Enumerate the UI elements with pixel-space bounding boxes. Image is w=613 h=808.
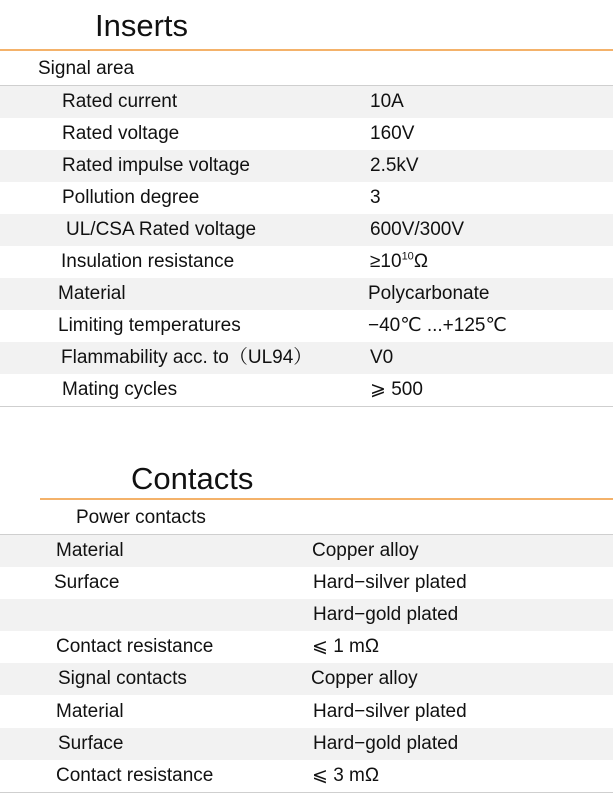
spec-value: V0 bbox=[370, 347, 394, 368]
contact-value: ⩽ 3 mΩ bbox=[312, 765, 380, 786]
contact-label: Contact resistance bbox=[56, 636, 214, 657]
contact-label: Signal contacts bbox=[58, 668, 187, 689]
spec-row bbox=[0, 278, 613, 310]
spec-label: Limiting temperatures bbox=[58, 315, 241, 336]
spec-row bbox=[0, 214, 613, 246]
power-contacts-label: Power contacts bbox=[76, 507, 206, 528]
contact-row bbox=[0, 663, 613, 695]
contact-value: Copper alloy bbox=[311, 668, 418, 689]
contact-label: Contact resistance bbox=[56, 765, 214, 786]
spec-value: Polycarbonate bbox=[368, 283, 490, 304]
spec-row bbox=[0, 246, 613, 278]
contact-row bbox=[0, 631, 613, 663]
contact-label: Surface bbox=[54, 572, 120, 593]
spec-row bbox=[0, 118, 613, 150]
spec-label: Insulation resistance bbox=[61, 251, 235, 272]
spec-label: Mating cycles bbox=[62, 379, 178, 400]
spec-label: Rated impulse voltage bbox=[62, 155, 250, 176]
inserts-title: Inserts bbox=[95, 8, 189, 43]
spec-value: 600V/300V bbox=[370, 219, 465, 240]
contact-row bbox=[0, 760, 613, 792]
spec-label: Rated current bbox=[62, 91, 178, 112]
spec-row bbox=[0, 182, 613, 214]
contact-row bbox=[0, 696, 613, 728]
spec-label: UL/CSA Rated voltage bbox=[66, 219, 257, 240]
contact-value: Hard−silver plated bbox=[313, 572, 467, 593]
spec-label: Rated voltage bbox=[62, 123, 180, 144]
spec-label: Flammability acc. to（UL94） bbox=[61, 347, 313, 368]
contact-row bbox=[0, 567, 613, 599]
contact-row bbox=[0, 535, 613, 567]
contact-value: Hard−silver plated bbox=[313, 701, 467, 722]
spec-value: −40℃ ...+125℃ bbox=[368, 315, 507, 336]
spec-value: 3 bbox=[370, 187, 381, 208]
contact-value: Hard−gold plated bbox=[313, 733, 459, 754]
value-suffix: Ω bbox=[413, 251, 429, 272]
contacts-title: Contacts bbox=[131, 461, 254, 496]
spec-row bbox=[0, 150, 613, 182]
spec-row bbox=[0, 342, 613, 374]
spec-value: 10A bbox=[370, 91, 404, 112]
spec-row bbox=[0, 86, 613, 118]
contacts-title-rule bbox=[40, 498, 613, 500]
contact-row bbox=[0, 599, 613, 631]
spec-value: 2.5kV bbox=[370, 155, 419, 176]
contact-label: Material bbox=[56, 540, 124, 561]
divider bbox=[0, 792, 613, 793]
spec-value: ⩾ 500 bbox=[370, 379, 423, 400]
spec-row bbox=[0, 374, 613, 406]
contact-value: ⩽ 1 mΩ bbox=[312, 636, 380, 657]
value-prefix: ≥10 bbox=[370, 251, 402, 272]
contact-label: Surface bbox=[58, 733, 124, 754]
divider bbox=[0, 406, 613, 407]
signal-area-label: Signal area bbox=[38, 58, 135, 79]
contact-value: Hard−gold plated bbox=[313, 604, 459, 625]
contact-value: Copper alloy bbox=[312, 540, 419, 561]
contact-label: Material bbox=[56, 701, 124, 722]
value-exponent: 10 bbox=[401, 250, 414, 263]
contact-row bbox=[0, 728, 613, 760]
inserts-title-rule bbox=[0, 49, 613, 51]
spec-row bbox=[0, 310, 613, 342]
spec-label: Pollution degree bbox=[62, 187, 200, 208]
spec-value bbox=[370, 246, 428, 278]
spec-value: 160V bbox=[370, 123, 415, 144]
spec-label: Material bbox=[58, 283, 126, 304]
